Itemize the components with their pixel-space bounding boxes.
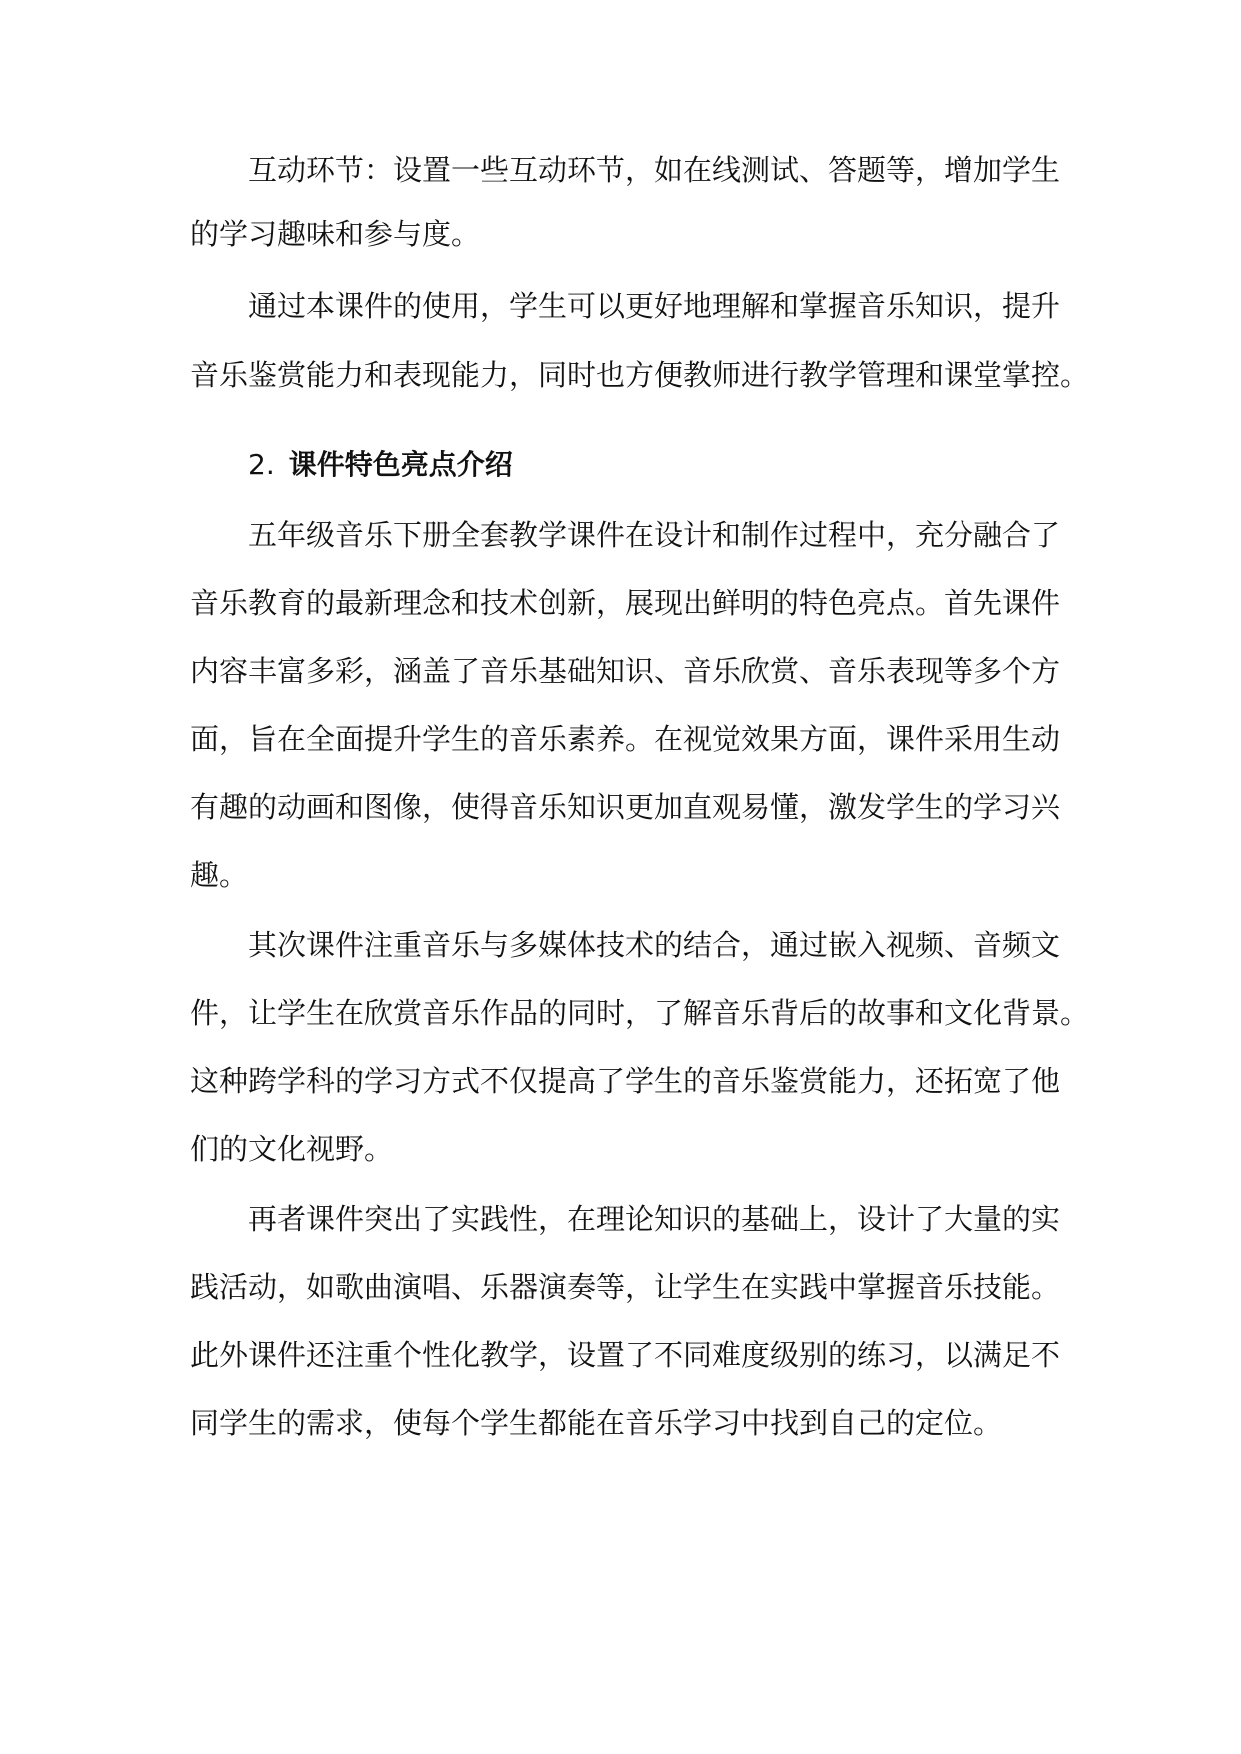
paragraph-line: 内容丰富多彩，涵盖了音乐基础知识、音乐欣赏、音乐表现等多个方 (190, 654, 1061, 688)
paragraph-line: 通过本课件的使用，学生可以更好地理解和掌握音乐知识，提升 (248, 289, 1061, 323)
paragraph-line: 面，旨在全面提升学生的音乐素养。在视觉效果方面，课件采用生动 (190, 722, 1061, 756)
paragraph-line: 此外课件还注重个性化教学，设置了不同难度级别的练习，以满足不 (190, 1338, 1061, 1372)
section-heading (248, 445, 513, 485)
paragraph-line: 们的文化视野。 (190, 1132, 394, 1166)
paragraph-line: 互动环节：设置一些互动环节，如在线测试、答题等，增加学生 (248, 153, 1061, 187)
paragraph-line: 件，让学生在欣赏音乐作品的同时，了解音乐背后的故事和文化背景。 (190, 996, 1090, 1030)
paragraph-line: 这种跨学科的学习方式不仅提高了学生的音乐鉴赏能力，还拓宽了他 (190, 1064, 1061, 1098)
paragraph-line: 音乐教育的最新理念和技术创新，展现出鲜明的特色亮点。首先课件 (190, 586, 1061, 620)
paragraph-line: 践活动，如歌曲演唱、乐器演奏等，让学生在实践中掌握音乐技能。 (190, 1270, 1061, 1304)
paragraph-line: 的学习趣味和参与度。 (190, 217, 481, 251)
paragraph-line: 趣。 (190, 858, 249, 892)
paragraph-line: 有趣的动画和图像，使得音乐知识更加直观易懂，激发学生的学习兴 (190, 790, 1061, 824)
section-number: 2. (248, 448, 275, 481)
paragraph-line: 五年级音乐下册全套教学课件在设计和制作过程中，充分融合了 (248, 518, 1061, 552)
paragraph-line: 其次课件注重音乐与多媒体技术的结合，通过嵌入视频、音频文 (248, 928, 1061, 962)
section-title: 课件特色亮点介绍 (288, 448, 513, 481)
paragraph-line: 再者课件突出了实践性，在理论知识的基础上，设计了大量的实 (248, 1202, 1061, 1236)
paragraph-line: 音乐鉴赏能力和表现能力，同时也方便教师进行教学管理和课堂掌控。 (190, 358, 1090, 392)
paragraph-line: 同学生的需求，使每个学生都能在音乐学习中找到自己的定位。 (190, 1406, 1003, 1440)
